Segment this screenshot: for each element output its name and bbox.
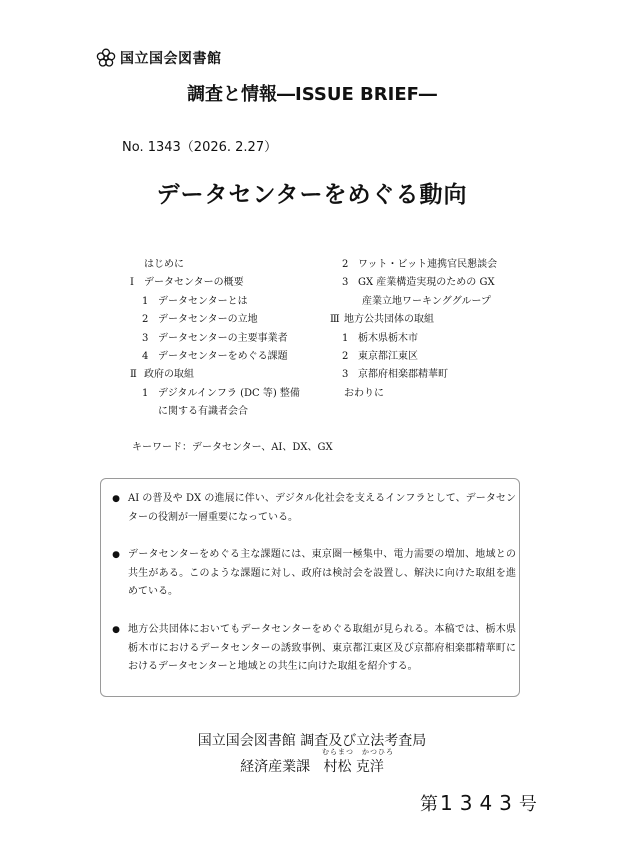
toc-item [130,256,330,274]
toc-item-number [130,256,144,274]
issue-number-value: 1343 [440,791,519,815]
summary-point [104,490,516,527]
library-name: 国立国会図書館 [120,51,222,67]
toc-item-label: データセンターの概要 [144,277,244,289]
toc-item-number: 1 [342,332,349,344]
toc-item-number: 4 [142,351,149,363]
toc-item [130,403,330,421]
toc-item-label: 栃木県栃木市 [358,332,418,344]
toc-item-label: おわりに [344,387,384,399]
toc-item-number: 1 [142,295,149,307]
toc-item [330,348,520,366]
toc-item-label: ワット・ビット連携官民懇談会 [358,259,498,270]
summary-point [104,621,516,677]
toc-item-number: Ⅰ [130,277,134,289]
toc-item [330,293,520,311]
toc-item [130,330,330,348]
toc-item [130,274,330,292]
toc-item-label: 地方公共団体の取組 [344,314,434,326]
toc-item-label: データセンターをめぐる課題 [158,351,288,363]
toc-item [330,330,520,348]
bullet-icon: ● [112,625,120,635]
toc-item-number: Ⅱ [130,369,137,381]
toc-item-label: 政府の取組 [144,369,194,381]
toc-item-label: 東京都江東区 [358,351,418,363]
toc-item [130,348,330,366]
toc-item [130,311,330,329]
chrysanthemum-emblem-icon [96,48,116,68]
summary-text: データセンターをめぐる主な課題には、東京圏一極集中、電力需要の増加、地域との共生がある。このような課題に対し、政府は検討会を設置し、解決に向けた取組を進めている。 [128,549,516,597]
toc-item [330,366,520,384]
summary-text: AI の普及や DX の進展に伴い、デジタル化社会を支えるインフラとして、データセンターの役割が一層重要になっている。 [128,493,516,523]
toc-item-number [330,385,344,403]
series-title: 調査と情報―ISSUE BRIEF― [187,84,437,105]
toc-item-label: デジタルインフラ (DC 等) 整備 [158,387,300,399]
toc-item [330,274,520,292]
toc-item [130,366,330,384]
toc-left-column [130,256,330,422]
toc-item-number: 2 [142,314,149,326]
toc-item-number: 2 [342,259,349,270]
toc-item-label: データセンターの立地 [158,314,258,326]
toc-item [330,256,520,274]
toc-item-number: Ⅲ [330,314,340,326]
toc-item [130,293,330,311]
issue-number [420,790,539,816]
page-title: データセンターをめぐる動向 [156,182,468,208]
toc-item-number: 2 [342,351,349,363]
toc-item-number: 1 [142,387,149,399]
summary-text: 地方公共団体においてもデータセンターをめぐる取組が見られる。本稿では、栃木県栃木市におけるデータセンターの誘致事例、東京都江東区及び京都府相楽郡精華町におけるデータセンターと地域との共生に向けた取組を紹介する。 [128,624,516,672]
issue-prefix: 第 [420,794,440,815]
toc-item-label: に関する有識者会合 [158,406,248,418]
keywords: キーワード：データセンター、AI、DX、GX [132,442,333,453]
author-organization: 国立国会図書館 調査及び立法考査局 [197,733,427,749]
author-name-reading: むらまつ かつひろ [322,748,394,756]
toc-item-label: 産業立地ワーキンググループ [362,295,491,307]
toc-item [130,385,330,403]
toc-item [330,385,520,403]
issue-date: No. 1343（2026. 2.27） [122,140,278,155]
toc-right-column [330,256,520,403]
bullet-icon: ● [112,550,120,560]
toc-item-label: データセンターとは [158,295,248,307]
summary-point [104,546,516,602]
issue-suffix: 号 [518,794,539,815]
toc-item-label: はじめに [144,259,184,270]
toc-item [330,311,520,329]
bullet-icon: ● [112,494,120,504]
toc-item-label: データセンターの主要事業者 [158,332,288,344]
author-department: 経済産業課 [240,759,311,775]
toc-item-number: 3 [342,369,349,381]
author-line [0,756,624,776]
author-name: 村松 克洋 [323,759,384,775]
toc-item-label: 京都府相楽郡精華町 [358,369,448,381]
toc-item-label: GX 産業構造実現のための GX [358,277,495,289]
library-logo [96,48,222,68]
toc-item-number: 3 [342,277,349,289]
toc-item-number: 3 [142,332,149,344]
